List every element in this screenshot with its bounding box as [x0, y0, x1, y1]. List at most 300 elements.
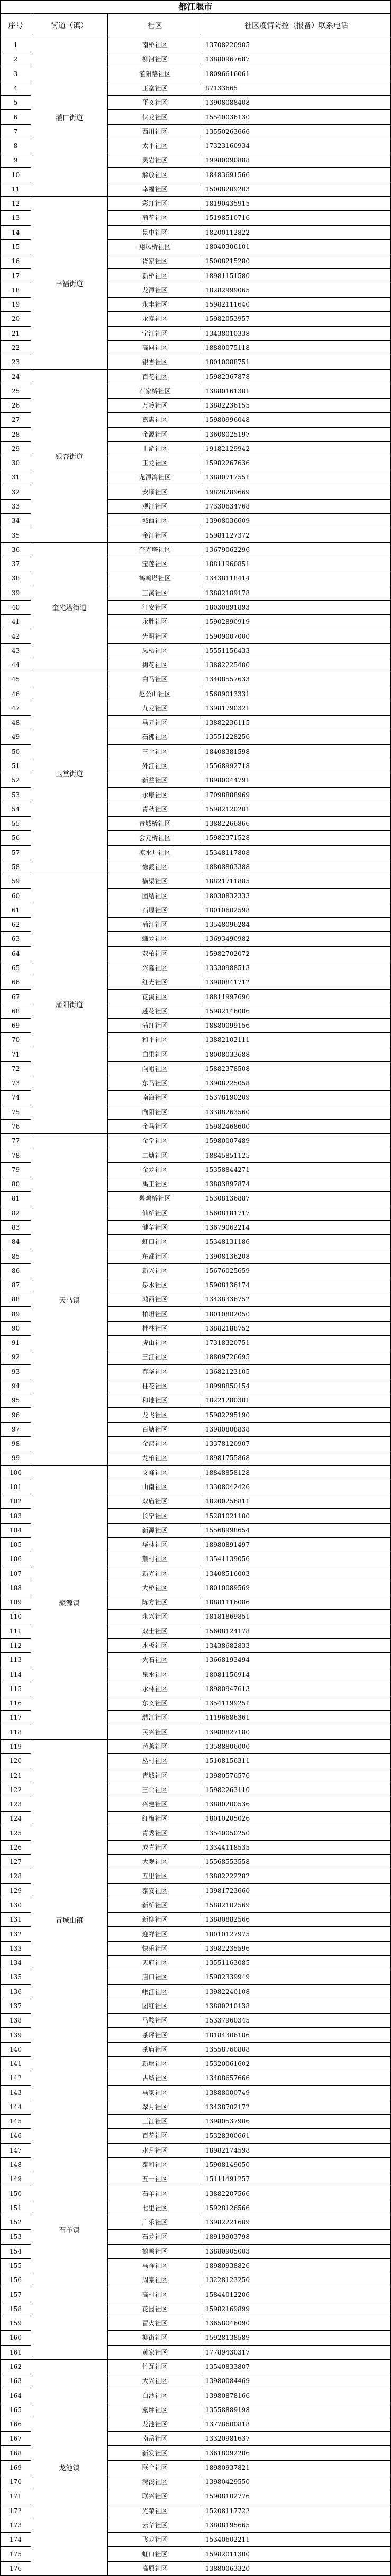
row-phone: 17330634768	[205, 503, 250, 511]
row-phone: 15982702072	[205, 949, 250, 957]
row-community: 迎祥社区	[108, 1927, 202, 1941]
row-community: 新源社区	[108, 1524, 202, 1537]
row-community: 新兴社区	[108, 1264, 202, 1278]
row-community: 七里社区	[108, 2201, 202, 2215]
row-phone: 19980090888	[205, 156, 250, 164]
row-index: 7	[1, 125, 31, 139]
row-community: 龙飞社区	[108, 1408, 202, 1421]
row-community: 翠月社区	[108, 2100, 202, 2114]
row-community: 马元社区	[108, 716, 202, 730]
row-index: 109	[1, 1595, 31, 1609]
row-community: 联合社区	[108, 2461, 202, 2475]
row-phone: 13980429550	[205, 2478, 250, 2486]
row-index: 8	[1, 139, 31, 153]
row-index: 161	[1, 2346, 31, 2359]
row-community: 新发社区	[108, 2446, 202, 2460]
row-index: 125	[1, 1826, 31, 1840]
row-community: 红梅社区	[108, 1812, 202, 1825]
row-index: 43	[1, 644, 31, 658]
row-index: 105	[1, 1538, 31, 1552]
row-phone: 15882378508	[205, 1065, 250, 1073]
row-community: 双柏社区	[108, 947, 202, 961]
row-community: 兴隆社区	[108, 961, 202, 975]
row-phone: 13658046090	[205, 2320, 250, 2328]
row-community: 青秀社区	[108, 1826, 202, 1840]
row-phone: 13882207566	[205, 2190, 250, 2198]
row-community: 古城社区	[108, 2071, 202, 2085]
row-index: 74	[1, 1091, 31, 1104]
row-phone: 13980841712	[205, 978, 250, 986]
row-community: 陈方社区	[108, 1595, 202, 1609]
row-phone: 15982339949	[205, 1973, 250, 1981]
row-community: 西川社区	[108, 125, 202, 139]
row-phone: 18998850154	[205, 1382, 250, 1390]
row-index: 69	[1, 1019, 31, 1032]
row-community: 龙池社区	[108, 2417, 202, 2431]
row-community: 万岭社区	[108, 399, 202, 412]
row-index: 3	[1, 67, 31, 81]
row-phone: 18880075118	[205, 344, 250, 352]
row-community: 虹口社区	[108, 2547, 202, 2561]
row-index: 25	[1, 384, 31, 398]
row-phone: 18010602598	[205, 906, 250, 914]
row-phone: 13551228256	[205, 733, 250, 741]
row-community: 石羊社区	[108, 2186, 202, 2200]
row-index: 108	[1, 1581, 31, 1595]
row-index: 17	[1, 269, 31, 282]
row-community: 胥家社区	[108, 254, 202, 268]
row-index: 61	[1, 903, 31, 917]
page-title: 都江堰市	[1, 1, 390, 14]
row-index: 52	[1, 773, 31, 787]
row-community: 大桥社区	[108, 1581, 202, 1595]
row-index: 174	[1, 2533, 31, 2546]
row-community: 蒲花社区	[108, 211, 202, 225]
row-index: 104	[1, 1524, 31, 1537]
row-index: 72	[1, 1062, 31, 1076]
row-phone: 18980937821	[205, 2463, 250, 2471]
row-index: 47	[1, 701, 31, 715]
row-community: 金源社区	[108, 428, 202, 441]
row-index: 14	[1, 226, 31, 239]
row-community: 新桥社区	[108, 269, 202, 282]
row-phone: 15337960345	[205, 2017, 250, 2025]
row-index: 95	[1, 1393, 31, 1407]
row-community: 解放社区	[108, 168, 202, 182]
row-phone: 18809726695	[205, 1353, 250, 1361]
row-community: 银杏社区	[108, 355, 202, 369]
row-community: 柳河社区	[108, 52, 202, 66]
row-index: 138	[1, 2014, 31, 2027]
row-community: 柏坦社区	[108, 1307, 202, 1321]
street-group-label: 天马镇	[31, 1134, 108, 1465]
row-index: 6	[1, 110, 31, 124]
row-index: 166	[1, 2417, 31, 2431]
row-phone: 15908136174	[205, 1281, 250, 1289]
row-phone: 13228123250	[205, 2276, 250, 2284]
row-index: 33	[1, 500, 31, 513]
row-index: 41	[1, 615, 31, 629]
row-phone: 15982053957	[205, 315, 250, 323]
row-phone: 11196686361	[205, 1714, 250, 1722]
row-community: 天府社区	[108, 1956, 202, 1970]
row-community: 店口社区	[108, 1970, 202, 1984]
row-phone: 15551156433	[205, 647, 250, 654]
row-community: 水月社区	[108, 2144, 202, 2157]
row-index: 44	[1, 658, 31, 672]
row-index: 82	[1, 1206, 31, 1220]
row-phone: 18010088751	[205, 358, 250, 366]
header-index: 序号	[1, 14, 31, 38]
row-phone: 18845851125	[205, 1151, 250, 1159]
row-index: 169	[1, 2461, 31, 2475]
row-phone: 15980007489	[205, 1137, 250, 1145]
row-index: 129	[1, 1884, 31, 1898]
row-community: 二塘社区	[108, 1148, 202, 1162]
row-phone: 13550263666	[205, 127, 250, 135]
row-phone: 18030891893	[205, 603, 250, 611]
row-community: 南海社区	[108, 1091, 202, 1104]
row-index: 65	[1, 961, 31, 975]
row-community: 凤栖社区	[108, 644, 202, 658]
row-index: 64	[1, 947, 31, 961]
row-community: 南岳社区	[108, 2432, 202, 2445]
row-community: 泉水社区	[108, 1278, 202, 1292]
row-index: 21	[1, 327, 31, 340]
row-phone: 13408657666	[205, 2074, 250, 2082]
row-phone: 15608124178	[205, 1627, 250, 1635]
row-index: 30	[1, 456, 31, 470]
row-community: 黄家社区	[108, 2346, 202, 2359]
row-index: 36	[1, 543, 31, 557]
row-community: 大观社区	[108, 1855, 202, 1869]
row-community: 莲花社区	[108, 1004, 202, 1018]
row-phone: 18408381598	[205, 747, 250, 755]
row-community: 新堰社区	[108, 2057, 202, 2071]
row-community: 向阳社区	[108, 1105, 202, 1119]
row-index: 77	[1, 1134, 31, 1148]
row-index: 142	[1, 2071, 31, 2085]
row-community: 芭蕉社区	[108, 1740, 202, 1753]
row-community: 碧鸡桥社区	[108, 1192, 202, 1205]
row-phone: 15568553558	[205, 1858, 250, 1866]
row-phone: 13880200536	[205, 1801, 250, 1808]
row-phone: 15358844271	[205, 1166, 250, 1174]
row-phone: 18200256811	[205, 1498, 250, 1506]
row-phone: 13908088408	[205, 99, 250, 107]
row-index: 102	[1, 1494, 31, 1508]
row-index: 110	[1, 1610, 31, 1623]
row-phone: 15198510716	[205, 214, 250, 222]
row-phone: 13980537906	[205, 2118, 250, 2126]
row-community: 东马社区	[108, 1076, 202, 1090]
row-phone: 13882188752	[205, 1324, 250, 1332]
row-community: 平义社区	[108, 96, 202, 109]
row-community: 永丰社区	[108, 298, 202, 311]
row-community: 山南社区	[108, 1480, 202, 1494]
row-index: 76	[1, 1120, 31, 1133]
row-index: 172	[1, 2504, 31, 2518]
row-index: 63	[1, 932, 31, 946]
row-index: 127	[1, 1855, 31, 1869]
header-street: 街道（镇）	[31, 14, 108, 38]
row-index: 27	[1, 413, 31, 427]
row-phone: 13882266866	[205, 820, 250, 828]
row-community: 双土社区	[108, 1624, 202, 1638]
row-index: 46	[1, 687, 31, 701]
row-phone: 13344118535	[205, 1843, 250, 1851]
row-phone: 13880717551	[205, 474, 250, 482]
row-index: 5	[1, 96, 31, 109]
row-phone: 13982235596	[205, 1944, 250, 1952]
row-index: 11	[1, 182, 31, 196]
row-phone: 15982169899	[205, 2305, 250, 2313]
row-community: 鹤鸣塔社区	[108, 571, 202, 585]
row-community: 蟠龙社区	[108, 932, 202, 946]
row-community: 青城桥社区	[108, 817, 202, 830]
row-community: 百花社区	[108, 370, 202, 383]
row-phone: 87133665	[205, 84, 238, 92]
row-community: 马家社区	[108, 2086, 202, 2100]
row-phone: 13880882566	[205, 1916, 250, 1924]
row-community: 新益社区	[108, 773, 202, 787]
row-index: 34	[1, 514, 31, 528]
row-community: 虹口社区	[108, 1235, 202, 1249]
row-index: 140	[1, 2043, 31, 2056]
row-community: 会元桥社区	[108, 831, 202, 845]
street-group-label: 银杏街道	[31, 370, 108, 542]
row-community: 九龙社区	[108, 701, 202, 715]
row-phone: 17098888969	[205, 791, 250, 799]
row-index: 12	[1, 197, 31, 210]
row-index: 10	[1, 168, 31, 182]
row-index: 91	[1, 1336, 31, 1350]
row-index: 51	[1, 759, 31, 773]
row-index: 49	[1, 730, 31, 744]
row-phone: 13880063320	[205, 2564, 250, 2572]
street-group-label: 幸福街道	[31, 197, 108, 370]
row-phone: 13330988513	[205, 964, 250, 972]
row-community: 健华社区	[108, 1221, 202, 1234]
row-phone: 15980996048	[205, 416, 250, 424]
row-index: 113	[1, 1653, 31, 1667]
row-index: 159	[1, 2316, 31, 2330]
row-community: 金堂社区	[108, 1134, 202, 1148]
row-phone: 18184306106	[205, 2031, 250, 2039]
row-phone: 13880967687	[205, 56, 250, 63]
row-community: 伏龙社区	[108, 110, 202, 124]
row-community: 飞龙社区	[108, 2533, 202, 2546]
row-community: 三江社区	[108, 2115, 202, 2128]
row-index: 164	[1, 2388, 31, 2402]
row-community: 成青社区	[108, 1841, 202, 1854]
row-community: 新光社区	[108, 1567, 202, 1581]
row-community: 光荣社区	[108, 2504, 202, 2518]
row-phone: 15982371528	[205, 834, 250, 842]
row-phone: 13882222282	[205, 1872, 250, 1880]
row-community: 火石社区	[108, 1653, 202, 1667]
row-community: 三江社区	[108, 1350, 202, 1364]
row-community: 石龙社区	[108, 2230, 202, 2243]
row-index: 86	[1, 1264, 31, 1278]
row-phone: 15982267636	[205, 459, 250, 467]
row-community: 柳街社区	[108, 2331, 202, 2344]
row-phone: 19828289669	[205, 488, 250, 496]
row-community: 永寿社区	[108, 312, 202, 326]
row-community: 龙潭湾社区	[108, 470, 202, 484]
row-phone: 13808195665	[205, 2522, 250, 2529]
row-phone: 18981755868	[205, 1454, 250, 1462]
row-community: 桂林社区	[108, 1322, 202, 1335]
row-index: 100	[1, 1466, 31, 1480]
row-phone: 15982367878	[205, 373, 250, 381]
street-group-label: 蒲阳街道	[31, 874, 108, 1134]
row-community: 百花社区	[108, 2129, 202, 2143]
row-phone: 15348117808	[205, 848, 250, 856]
row-phone: 15982263110	[205, 1786, 250, 1794]
row-index: 124	[1, 1812, 31, 1825]
row-community: 百塘社区	[108, 1423, 202, 1436]
row-community: 太平社区	[108, 139, 202, 153]
row-phone: 13438010338	[205, 329, 250, 337]
row-community: 花溪社区	[108, 990, 202, 1003]
row-phone: 18010127975	[205, 1930, 250, 1938]
row-phone: 15982146006	[205, 1007, 250, 1015]
row-phone: 13708220905	[205, 41, 250, 49]
row-community: 大兴社区	[108, 2374, 202, 2388]
row-community: 团结社区	[108, 889, 202, 902]
row-community: 赵公山社区	[108, 687, 202, 701]
row-phone: 17789430317	[205, 2348, 250, 2356]
row-index: 168	[1, 2446, 31, 2460]
row-index: 175	[1, 2547, 31, 2561]
street-group-label: 奎光塔街道	[31, 543, 108, 673]
row-phone: 17318320751	[205, 1339, 250, 1347]
row-index: 32	[1, 485, 31, 499]
row-phone: 13908136208	[205, 1252, 250, 1260]
row-phone: 18010802050	[205, 1310, 250, 1318]
row-community: 东义社区	[108, 1696, 202, 1710]
row-phone: 15882102569	[205, 1901, 250, 1909]
row-index: 114	[1, 1667, 31, 1681]
row-phone: 13558760808	[205, 2045, 250, 2053]
row-community: 云华社区	[108, 2518, 202, 2532]
row-index: 107	[1, 1567, 31, 1581]
row-phone: 15340602211	[205, 2536, 250, 2544]
row-index: 84	[1, 1235, 31, 1249]
row-community: 周泰社区	[108, 2273, 202, 2287]
row-phone: 18821711885	[205, 878, 250, 885]
row-phone: 13882225400	[205, 661, 250, 669]
row-index: 136	[1, 1985, 31, 1999]
row-community: 紫坪社区	[108, 2403, 202, 2417]
row-community: 安顺社区	[108, 485, 202, 499]
row-community: 徐渡社区	[108, 860, 202, 874]
row-phone: 13880161301	[205, 387, 250, 395]
row-phone: 18040306101	[205, 243, 250, 251]
row-phone: 13908225058	[205, 1079, 250, 1087]
row-phone: 13540050250	[205, 1829, 250, 1837]
row-community: 荆村社区	[108, 1552, 202, 1566]
row-phone: 13408557633	[205, 676, 250, 684]
row-community: 春华社区	[108, 1365, 202, 1379]
row-index: 143	[1, 2086, 31, 2100]
row-index: 163	[1, 2374, 31, 2388]
row-phone: 13880210138	[205, 2002, 250, 2010]
row-phone: 15348131186	[205, 1238, 250, 1246]
row-phone: 18030832333	[205, 892, 250, 900]
row-phone: 13438336752	[205, 1296, 250, 1304]
row-phone: 13982221609	[205, 2219, 250, 2227]
row-phone: 15608181717	[205, 1209, 250, 1217]
row-community: 虎山社区	[108, 1336, 202, 1350]
row-phone: 13982240108	[205, 1988, 250, 1996]
row-phone: 18811997690	[205, 993, 250, 1001]
row-index: 128	[1, 1869, 31, 1883]
row-community: 马祥社区	[108, 2259, 202, 2273]
row-phone: 13981790321	[205, 704, 250, 712]
row-index: 90	[1, 1322, 31, 1335]
row-index: 45	[1, 672, 31, 686]
row-index: 39	[1, 586, 31, 600]
row-community: 高同社区	[108, 341, 202, 355]
row-index: 22	[1, 341, 31, 355]
row-index: 57	[1, 846, 31, 860]
row-phone: 18221280301	[205, 1397, 250, 1405]
row-community: 泰安社区	[108, 1884, 202, 1898]
row-phone: 13883897874	[205, 1180, 250, 1188]
row-index: 152	[1, 2215, 31, 2229]
row-phone: 15111491257	[205, 2175, 250, 2183]
row-index: 153	[1, 2230, 31, 2243]
row-phone: 15982120201	[205, 805, 250, 813]
row-index: 37	[1, 557, 31, 571]
row-index: 20	[1, 312, 31, 326]
row-phone: 13980576576	[205, 1771, 250, 1779]
row-index: 89	[1, 1307, 31, 1321]
row-phone: 18980947613	[205, 1685, 250, 1693]
row-community: 永兴社区	[108, 1610, 202, 1623]
row-phone: 13679062296	[205, 546, 250, 553]
row-index: 19	[1, 298, 31, 311]
row-community: 石堰社区	[108, 903, 202, 917]
row-phone: 18200112822	[205, 228, 250, 236]
row-community: 蒲红社区	[108, 1019, 202, 1032]
row-community: 高原社区	[108, 2562, 202, 2575]
row-index: 112	[1, 1639, 31, 1652]
row-index: 81	[1, 1192, 31, 1205]
row-community: 金龙社区	[108, 1163, 202, 1177]
row-phone: 13388263560	[205, 1108, 250, 1116]
row-community: 高村社区	[108, 2287, 202, 2301]
row-index: 131	[1, 1913, 31, 1926]
row-community: 玉垒社区	[108, 81, 202, 95]
row-index: 98	[1, 1437, 31, 1451]
row-index: 165	[1, 2403, 31, 2417]
row-index: 9	[1, 153, 31, 167]
row-index: 103	[1, 1509, 31, 1522]
row-index: 23	[1, 355, 31, 369]
row-community: 茶坪社区	[108, 2028, 202, 2042]
row-phone: 13888000749	[205, 2089, 250, 2097]
row-index: 24	[1, 370, 31, 383]
row-community: 彩虹社区	[108, 197, 202, 210]
header-community: 社区	[108, 14, 202, 38]
row-community: 向峨社区	[108, 1062, 202, 1076]
row-index: 79	[1, 1163, 31, 1177]
row-phone: 13438682833	[205, 1642, 250, 1650]
row-index: 78	[1, 1148, 31, 1162]
